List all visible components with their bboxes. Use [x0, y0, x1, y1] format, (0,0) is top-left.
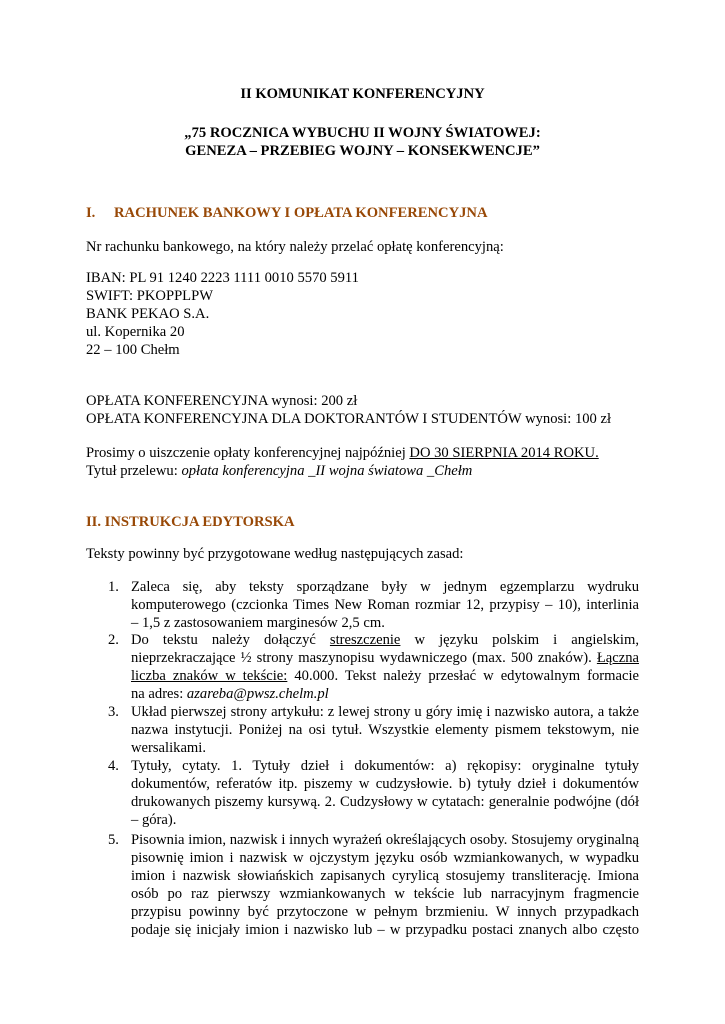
- list-item-line: liczba znaków w tekście: 40.000. Tekst należy przesłać w edytowalnym formacie: [131, 668, 639, 684]
- list-item-line: nieprzekraczające ½ strony maszynopisu wydawniczego (max. 500 znaków). Łączna: [131, 650, 639, 666]
- list-item-line: pisownię imion i nazwisk w ojczystym języku osób wzmiankowanych, w wypadku: [131, 850, 639, 866]
- list-item-number: 3.: [108, 704, 119, 720]
- bank-account-intro: Nr rachunku bankowego, na który należy przelać opłatę konferencyjną:: [86, 239, 504, 255]
- payment-deadline: DO 30 SIERPNIA 2014 ROKU.: [409, 445, 599, 461]
- list-item-line: Zaleca się, aby teksty sporządzane były w jednym egzemplarzu wydruku: [131, 579, 639, 595]
- list-item-number: 2.: [108, 632, 119, 648]
- section2-intro: Teksty powinny być przygotowane według następujących zasad:: [86, 546, 464, 562]
- list-item-line: – góra).: [131, 812, 177, 828]
- list-item-line: przypisu powinny być przytoczone w pełnym brzmieniu. W innych przypadkach: [131, 904, 639, 920]
- list-item-line: wersalikami.: [131, 740, 206, 756]
- section2-heading: II. INSTRUKCJA EDYTORSKA: [86, 514, 295, 530]
- list-item-line: Układ pierwszej strony artykułu: z lewej strony u góry imię i nazwisko autora, a także: [131, 704, 639, 720]
- iban: IBAN: PL 91 1240 2223 1111 0010 5570 5911: [86, 270, 359, 286]
- list-item-line: – 1,5 z zastosowaniem marginesów 2,5 cm.: [131, 615, 385, 631]
- fee-general: OPŁATA KONFERENCYJNA wynosi: 200 zł: [86, 393, 358, 409]
- list-item-line: podaje się inicjały imion i nazwisko lub – w przypadku postaci znanych albo często: [131, 922, 639, 938]
- swift: SWIFT: PKOPPLPW: [86, 288, 213, 304]
- list-item-number: 5.: [108, 832, 119, 848]
- email-address: azareba@pwsz.chelm.pl: [186, 686, 329, 702]
- transfer-title: Tytuł przelewu: opłata konferencyjna _II wojna światowa _Chełm: [86, 463, 473, 479]
- payment-request: Prosimy o uiszczenie opłaty konferencyjnej najpóźniej DO 30 SIERPNIA 2014 ROKU.: [86, 445, 599, 461]
- list-item-line: komputerowego (czcionka Times New Roman rozmiar 12, przypisy – 10), interlinia: [131, 597, 639, 613]
- list-item-line: Tytuły, cytaty. 1. Tytuły dzieł i dokumentów: a) rękopisy: oryginalne tytuły: [131, 758, 639, 774]
- conference-title-line2: GENEZA – PRZEBIEG WOJNY – KONSEKWENCJE”: [185, 143, 540, 159]
- section1-number: I.: [86, 205, 96, 221]
- conference-title-line1: „75 ROCZNICA WYBUCHU II WOJNY ŚWIATOWEJ:: [184, 125, 541, 141]
- list-item-line: drukowanych piszemy kursywą. 2. Cudzysłowy w cytatach: generalnie podwójne (dół: [131, 794, 639, 810]
- list-item-line: osób po raz pierwszy wzmiankowanych w tekście lub narracyjnym fragmencie: [131, 886, 639, 902]
- list-item-line: Pisownia imion, nazwisk i innych wyrażeń określających osoby. Stosujemy oryginalną: [131, 832, 639, 848]
- list-item-line: na adres: azareba@pwsz.chelm.pl: [131, 686, 329, 702]
- transfer-title-value: opłata konferencyjna _II wojna światowa _Chełm: [181, 463, 473, 479]
- bank-city: 22 – 100 Chełm: [86, 342, 180, 358]
- document-title: II KOMUNIKAT KONFERENCYJNY: [240, 86, 485, 102]
- bank-street: ul. Kopernika 20: [86, 324, 185, 340]
- list-item-line: nazwa instytucji. Poniżej na osi tytuł. Wszystkie elementy pismem tekstowym, nie: [131, 722, 639, 738]
- list-item-number: 1.: [108, 579, 119, 595]
- list-item-line: imion i nazwisk słowiańskich zapisanych cyrylicą stosujemy transliterację. Imiona: [131, 868, 639, 884]
- list-item-number: 4.: [108, 758, 119, 774]
- list-item-line: dokumentów, referatów itp. piszemy w cudzysłowie. b) tytuły dzieł i dokumentów: [131, 776, 639, 792]
- section1-heading: RACHUNEK BANKOWY I OPŁATA KONFERENCYJNA: [114, 205, 488, 221]
- bank-name: BANK PEKAO S.A.: [86, 306, 210, 322]
- fee-students: OPŁATA KONFERENCYJNA DLA DOKTORANTÓW I STUDENTÓW wynosi: 100 zł: [86, 411, 612, 427]
- list-item-line: Do tekstu należy dołączyć streszczenie w języku polskim i angielskim,: [131, 632, 639, 648]
